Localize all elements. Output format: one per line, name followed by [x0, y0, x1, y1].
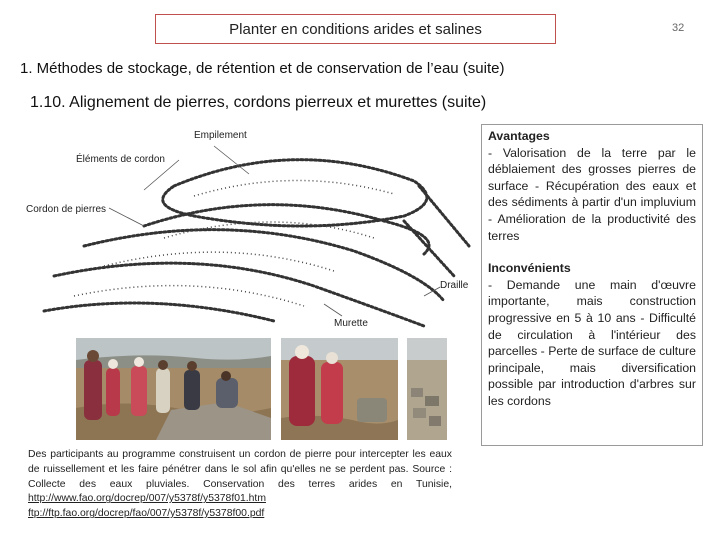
stone-bund-illustration	[24, 126, 474, 336]
photo-workers-group	[76, 338, 271, 440]
inconvenients-heading: Inconvénients	[488, 261, 571, 276]
caption-link-fao-pdf[interactable]: ftp://ftp.fao.org/docrep/fao/007/y5378f/y5378f00.pdf	[28, 508, 265, 520]
header-title: Planter en conditions arides et salines	[229, 20, 482, 38]
avantages-text: - Valorisation de la terre par le déblaiement des grosses pierres de surface - Récupération des eaux et des sédiments à partir d'un impluvium - Amélioration de la productivité des terres	[488, 145, 696, 243]
advantages-disadvantages-box	[481, 124, 703, 446]
label-empilement: Empilement	[194, 130, 247, 141]
inconvenients-text: - Demande une main d'œuvre importante, mais construction progressive en 5 à 10 ans - Difficulté de circulation à l'intérieur des parcelles - Perte de surface de culture principale, mais diversification possible par introduction d'arbres sur les cordons	[488, 277, 696, 408]
photo-caption	[28, 448, 452, 522]
section-title: 1. Méthodes de stockage, de rétention et de conservation de l’eau (suite)	[20, 60, 505, 77]
avantages-heading: Avantages	[488, 129, 550, 143]
photo-stone-wall-image	[407, 338, 447, 440]
photo-stone-wall	[407, 338, 447, 440]
page-number: 32	[672, 22, 685, 34]
caption-link-fao-html[interactable]: http://www.fao.org/docrep/007/y5378f/y5378f01.htm	[28, 493, 266, 505]
caption-text: Des participants au programme construisent un cordon de pierre pour intercepter les eaux de ruissellement et les faire pénétrer dans le sol afin qu'elles ne se perdent pas. Source : Collecte des eaux pluviales. Conservation des terres arides en Tunisie,	[28, 449, 452, 490]
photo-women-carrying-stones	[281, 338, 398, 440]
header-title-box	[155, 14, 556, 44]
photo-women-carrying-stones-image	[281, 338, 398, 440]
label-elements-cordon: Éléments de cordon	[76, 154, 165, 165]
label-murette: Murette	[334, 318, 368, 329]
label-draille: Draille	[440, 280, 469, 291]
subsection-title: 1.10. Alignement de pierres, cordons pierreux et murettes (suite)	[30, 94, 487, 111]
photo-workers-group-image	[76, 338, 271, 440]
label-cordon-pierres: Cordon de pierres	[26, 204, 107, 215]
